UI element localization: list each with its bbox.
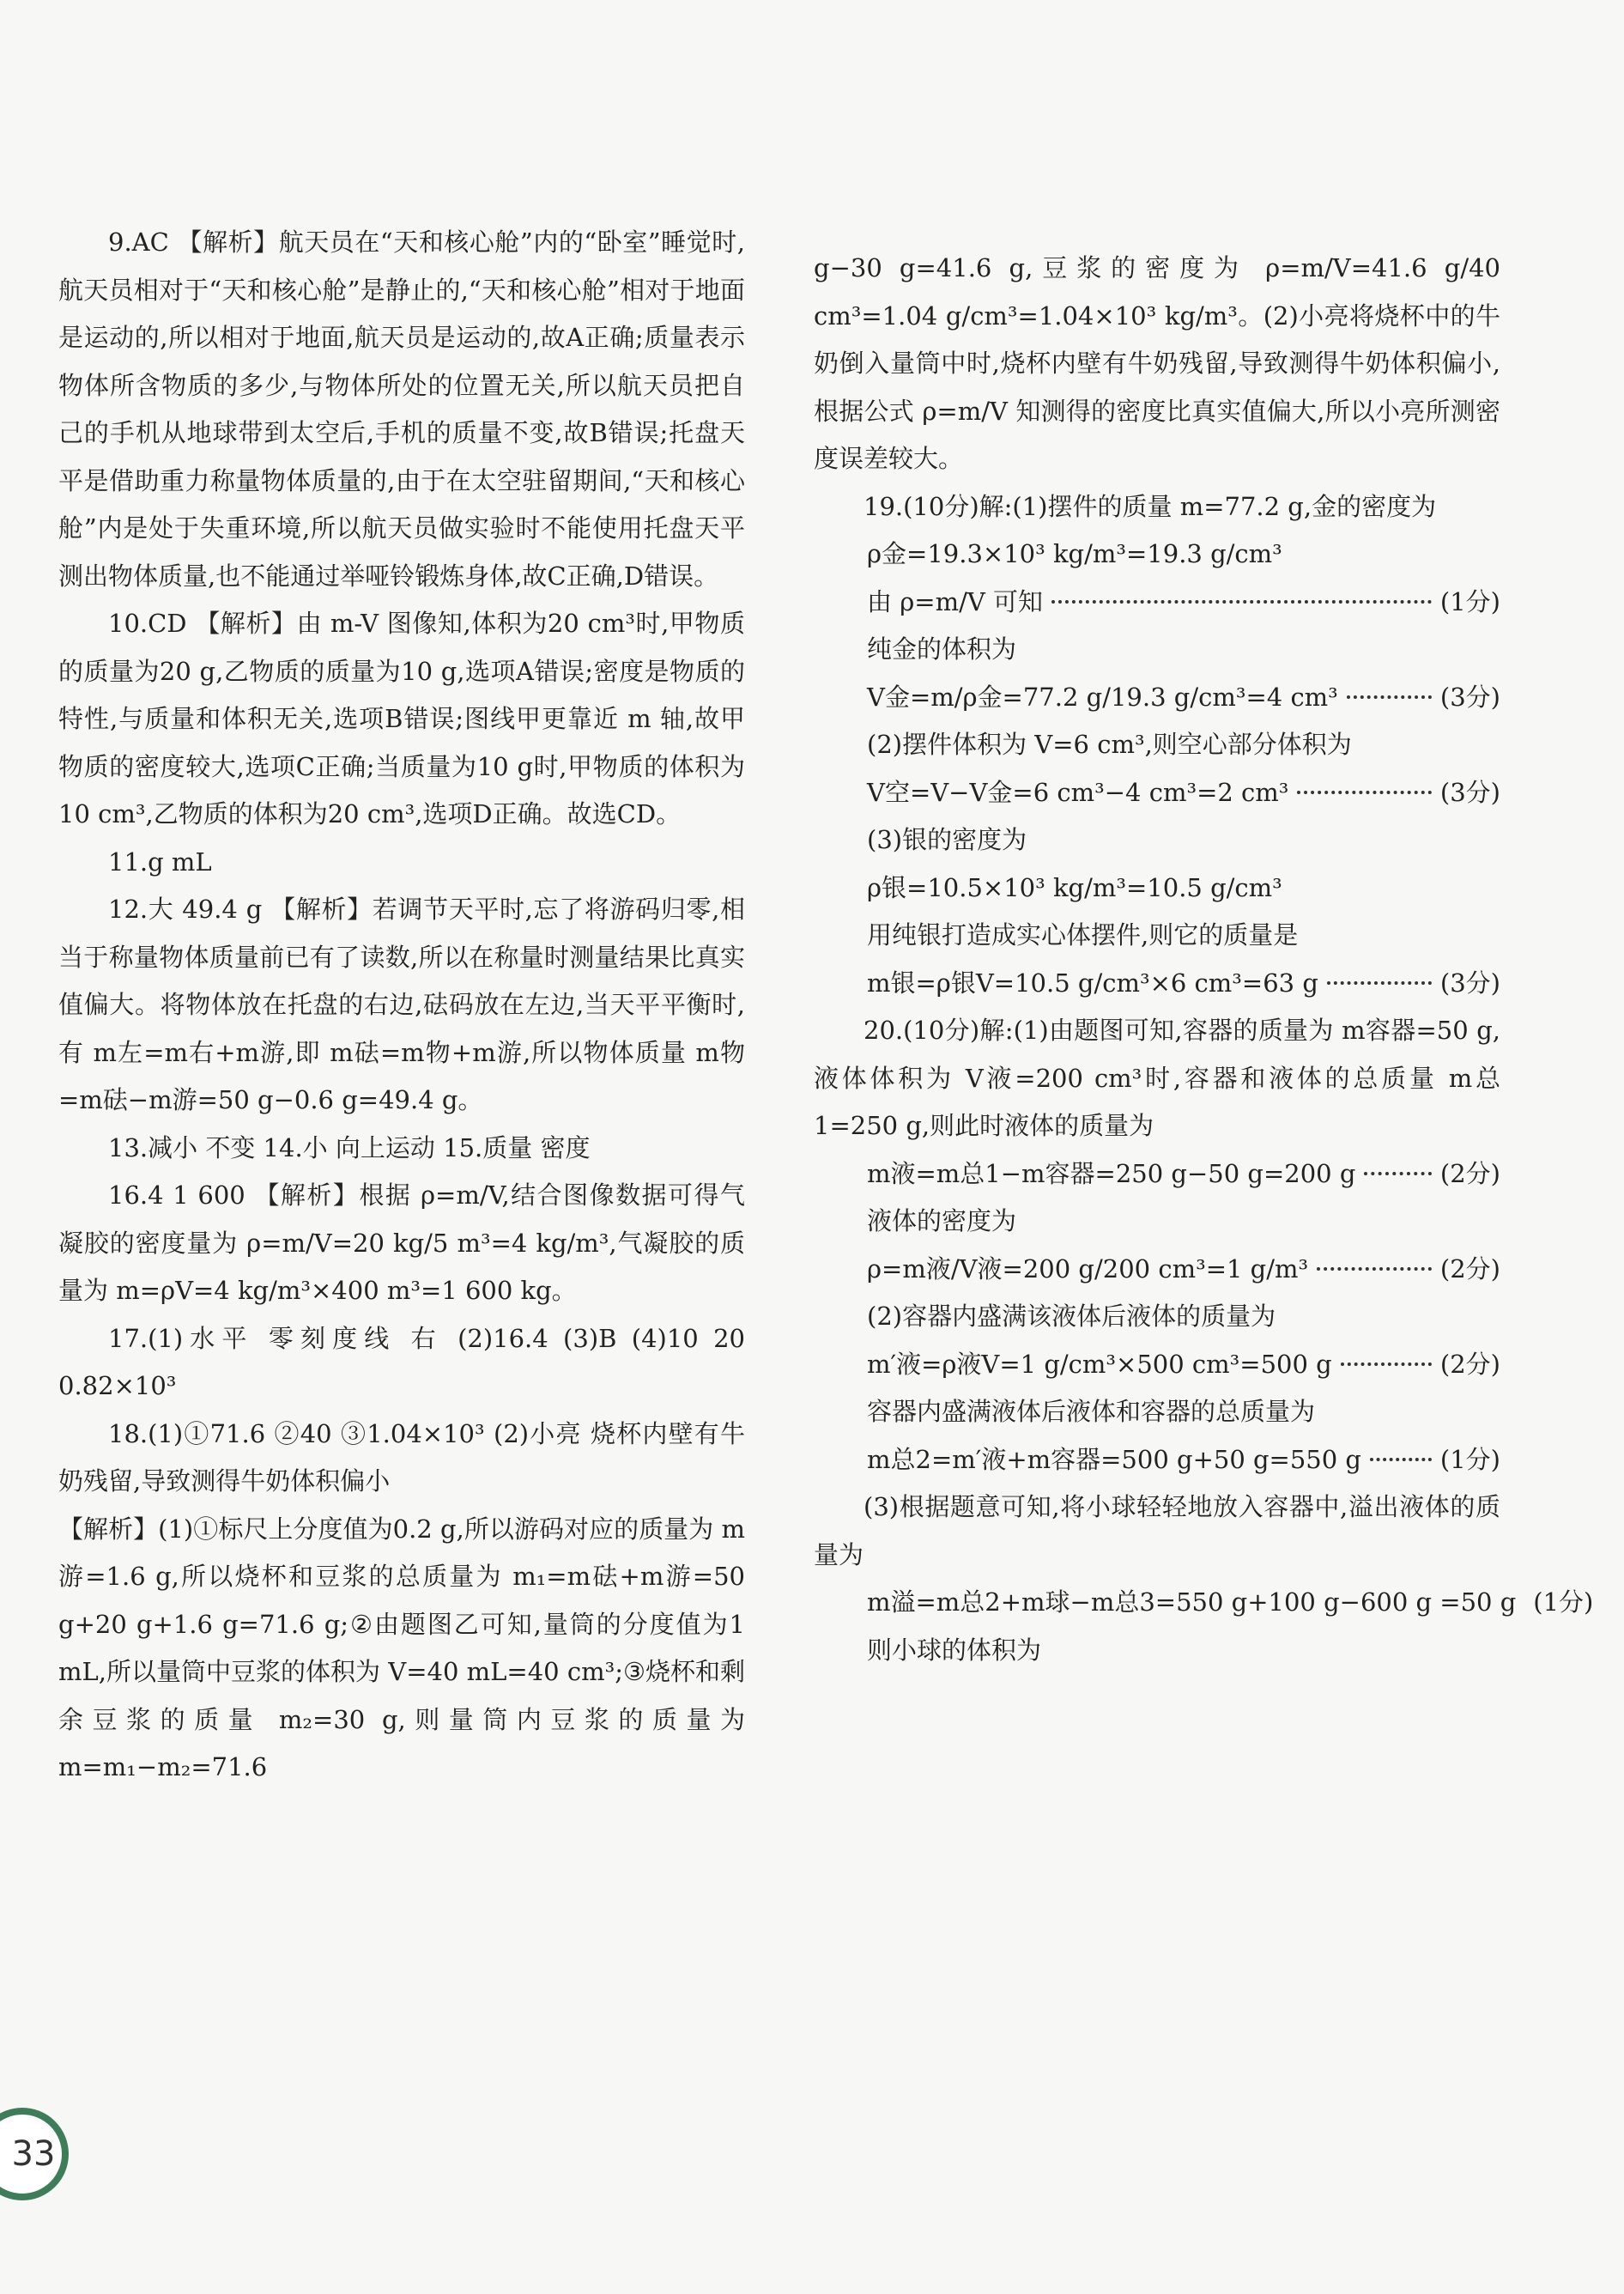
- answer-19-part-3: (3)银的密度为: [867, 825, 1027, 854]
- answer-19-step-4: [814, 960, 1500, 1008]
- step-text: 由 ρ=m/V 可知: [867, 586, 1043, 616]
- answer-18-analysis: 【解析】(1)①标尺上分度值为0.2 g,所以游码对应的质量为 m游=1.6 g,所以烧杯和豆浆的总质量为 m₁=m砝+m游=50 g+20 g+1.6 g=71.6 g;②由题图乙可知,量筒的分度值为1 mL,所以量筒中豆浆的体积为 V=40 mL=40 cm³;③烧杯和剩余豆浆的质量 m₂=30 g,则量筒内豆浆的质量为 m=m₁−m₂=71.6: [58, 1514, 745, 1781]
- answer-20-step-5: [814, 1579, 1594, 1627]
- step-text: m银=ρ银V=10.5 g/cm³×6 cm³=63 g: [867, 968, 1318, 998]
- dot-leader: [1051, 600, 1432, 604]
- dot-leader: [1364, 1172, 1432, 1175]
- answer-19-part-2: (2)摆件体积为 V=6 cm³,则空心部分体积为: [867, 730, 1352, 759]
- step-points: (1分): [1439, 1444, 1500, 1474]
- page-number-badge: [0, 2108, 69, 2200]
- step-text: V金=m/ρ金=77.2 g/19.3 g/cm³=4 cm³: [867, 682, 1338, 712]
- step-text: m溢=m总2+m球−m总3=550 g+100 g−600 g =50 g: [867, 1587, 1517, 1617]
- answer-19-silver-density: ρ银=10.5×10³ kg/m³=10.5 g/cm³: [867, 872, 1282, 902]
- step-text: ρ=m液/V液=200 g/200 cm³=1 g/m³: [867, 1253, 1309, 1284]
- answer-20-ball-volume-label: 则小球的体积为: [867, 1635, 1042, 1665]
- right-column: [814, 245, 1594, 1674]
- answer-10: 10.CD 【解析】由 m-V 图像知,体积为20 cm³时,甲物质的质量为20 g,乙物质的质量为10 g,选项A错误;密度是物质的特性,与质量和体积无关,选项B错误;图线甲更靠近 m 轴,故甲物质的密度较大,选项C正确;当质量为10 g时,甲物质的体积为10 cm³,乙物质的体积为20 cm³,选项D正确。故选CD。: [58, 609, 745, 828]
- step-text: m′液=ρ液V=1 g/cm³×500 cm³=500 g: [867, 1349, 1332, 1379]
- answer-19-gold-density: ρ金=19.3×10³ kg/m³=19.3 g/cm³: [867, 539, 1282, 568]
- answer-20-part-3: (3)根据题意可知,将小球轻轻地放入容器中,溢出液体的质量为: [814, 1492, 1500, 1569]
- answer-20-step-3: [814, 1341, 1500, 1389]
- answer-20: 20.(10分)解:(1)由题图可知,容器的质量为 m容器=50 g,液体体积为 V液=200 cm³时,容器和液体的总质量 m总1=250 g,则此时液体的质量为: [814, 1016, 1500, 1140]
- answer-18-continued: g−30 g=41.6 g,豆浆的密度为 ρ=m/V=41.6 g/40 cm³=1.04 g/cm³=1.04×10³ kg/m³。(2)小亮将烧杯中的牛奶倒入量筒中时,烧杯内壁有牛奶残留,导致测得牛奶体积偏小,根据公式 ρ=m/V 知测得的密度比真实值偏大,所以小亮所测密度误差较大。: [814, 253, 1500, 473]
- dot-leader: [1327, 981, 1432, 985]
- step-points: (1分): [1439, 586, 1500, 616]
- step-points: (3分): [1439, 968, 1500, 998]
- left-column: [58, 219, 745, 1792]
- answer-11: 11.g mL: [108, 847, 212, 877]
- answer-19-step-1: [814, 579, 1500, 627]
- answer-19-silver-label: 用纯银打造成实心体摆件,则它的质量是: [867, 920, 1299, 950]
- dot-leader: [1347, 695, 1432, 699]
- dot-leader: [1297, 791, 1431, 794]
- step-points: (3分): [1439, 682, 1500, 712]
- step-text: V空=V−V金=6 cm³−4 cm³=2 cm³: [867, 777, 1289, 807]
- step-points: (2分): [1439, 1253, 1500, 1284]
- answer-20-step-2: [814, 1246, 1500, 1294]
- answer-19-step-2: [814, 674, 1500, 722]
- answer-19-gold-volume-label: 纯金的体积为: [867, 634, 1017, 664]
- step-text: m总2=m′液+m容器=500 g+50 g=550 g: [867, 1444, 1361, 1474]
- step-points: (2分): [1439, 1158, 1500, 1188]
- answer-18: 18.(1)①71.6 ②40 ③1.04×10³ (2)小亮 烧杯内壁有牛奶残留,导致测得牛奶体积偏小: [58, 1418, 745, 1496]
- answer-12: 12.大 49.4 g 【解析】若调节天平时,忘了将游码归零,相当于称量物体质量前已有了读数,所以在称量时测量结果比真实值偏大。将物体放在托盘的右边,砝码放在左边,当天平平衡时,有 m左=m右+m游,即 m砝=m物+m游,所以物体质量 m物=m砝−m游=50 g−0.6 g=49.4 g。: [58, 895, 745, 1114]
- answer-20-step-4: [814, 1436, 1500, 1484]
- answer-17: 17.(1)水平 零刻度线 右 (2)16.4 (3)B (4)10 20 0.82×10³: [58, 1323, 745, 1400]
- step-points: (3分): [1439, 777, 1500, 807]
- answer-19-step-3: [814, 769, 1500, 817]
- dot-leader: [1370, 1458, 1432, 1461]
- dot-leader: [1317, 1267, 1432, 1271]
- step-text: m液=m总1−m容器=250 g−50 g=200 g: [867, 1158, 1356, 1188]
- answer-16: 16.4 1 600 【解析】根据 ρ=m/V,结合图像数据可得气凝胶的密度量为 ρ=m/V=20 kg/5 m³=4 kg/m³,气凝胶的质量为 m=ρV=4 kg/m³×400 m³=1 600 kg。: [58, 1180, 745, 1305]
- answer-20-part-2: (2)容器内盛满该液体后液体的质量为: [867, 1302, 1276, 1331]
- answer-19: 19.(10分)解:(1)摆件的质量 m=77.2 g,金的密度为: [864, 491, 1437, 521]
- page-number: 33: [11, 2134, 56, 2174]
- answer-20-total-label: 容器内盛满液体后液体和容器的总质量为: [867, 1397, 1316, 1426]
- answer-9: 9.AC 【解析】航天员在“天和核心舱”内的“卧室”睡觉时,航天员相对于“天和核心舱”是静止的,“天和核心舱”相对于地面是运动的,所以相对于地面,航天员是运动的,故A正确;质量表示物体所含物质的多少,与物体所处的位置无关,所以航天员把自己的手机从地球带到太空后,手机的质量不变,故B错误;托盘天平是借助重力称量物体质量的,由于在太空驻留期间,“天和核心舱”内是处于失重环境,所以航天员做实验时不能使用托盘天平测出物体质量,也不能通过举哑铃锻炼身体,故C正确,D错误。: [58, 228, 745, 591]
- answer-20-density-label: 液体的密度为: [867, 1206, 1017, 1235]
- answer-20-step-1: [814, 1150, 1500, 1199]
- dot-leader: [1341, 1362, 1432, 1366]
- step-points: (1分): [1533, 1587, 1594, 1617]
- answer-13-15: 13.减小 不变 14.小 向上运动 15.质量 密度: [108, 1132, 591, 1162]
- step-points: (2分): [1439, 1349, 1500, 1379]
